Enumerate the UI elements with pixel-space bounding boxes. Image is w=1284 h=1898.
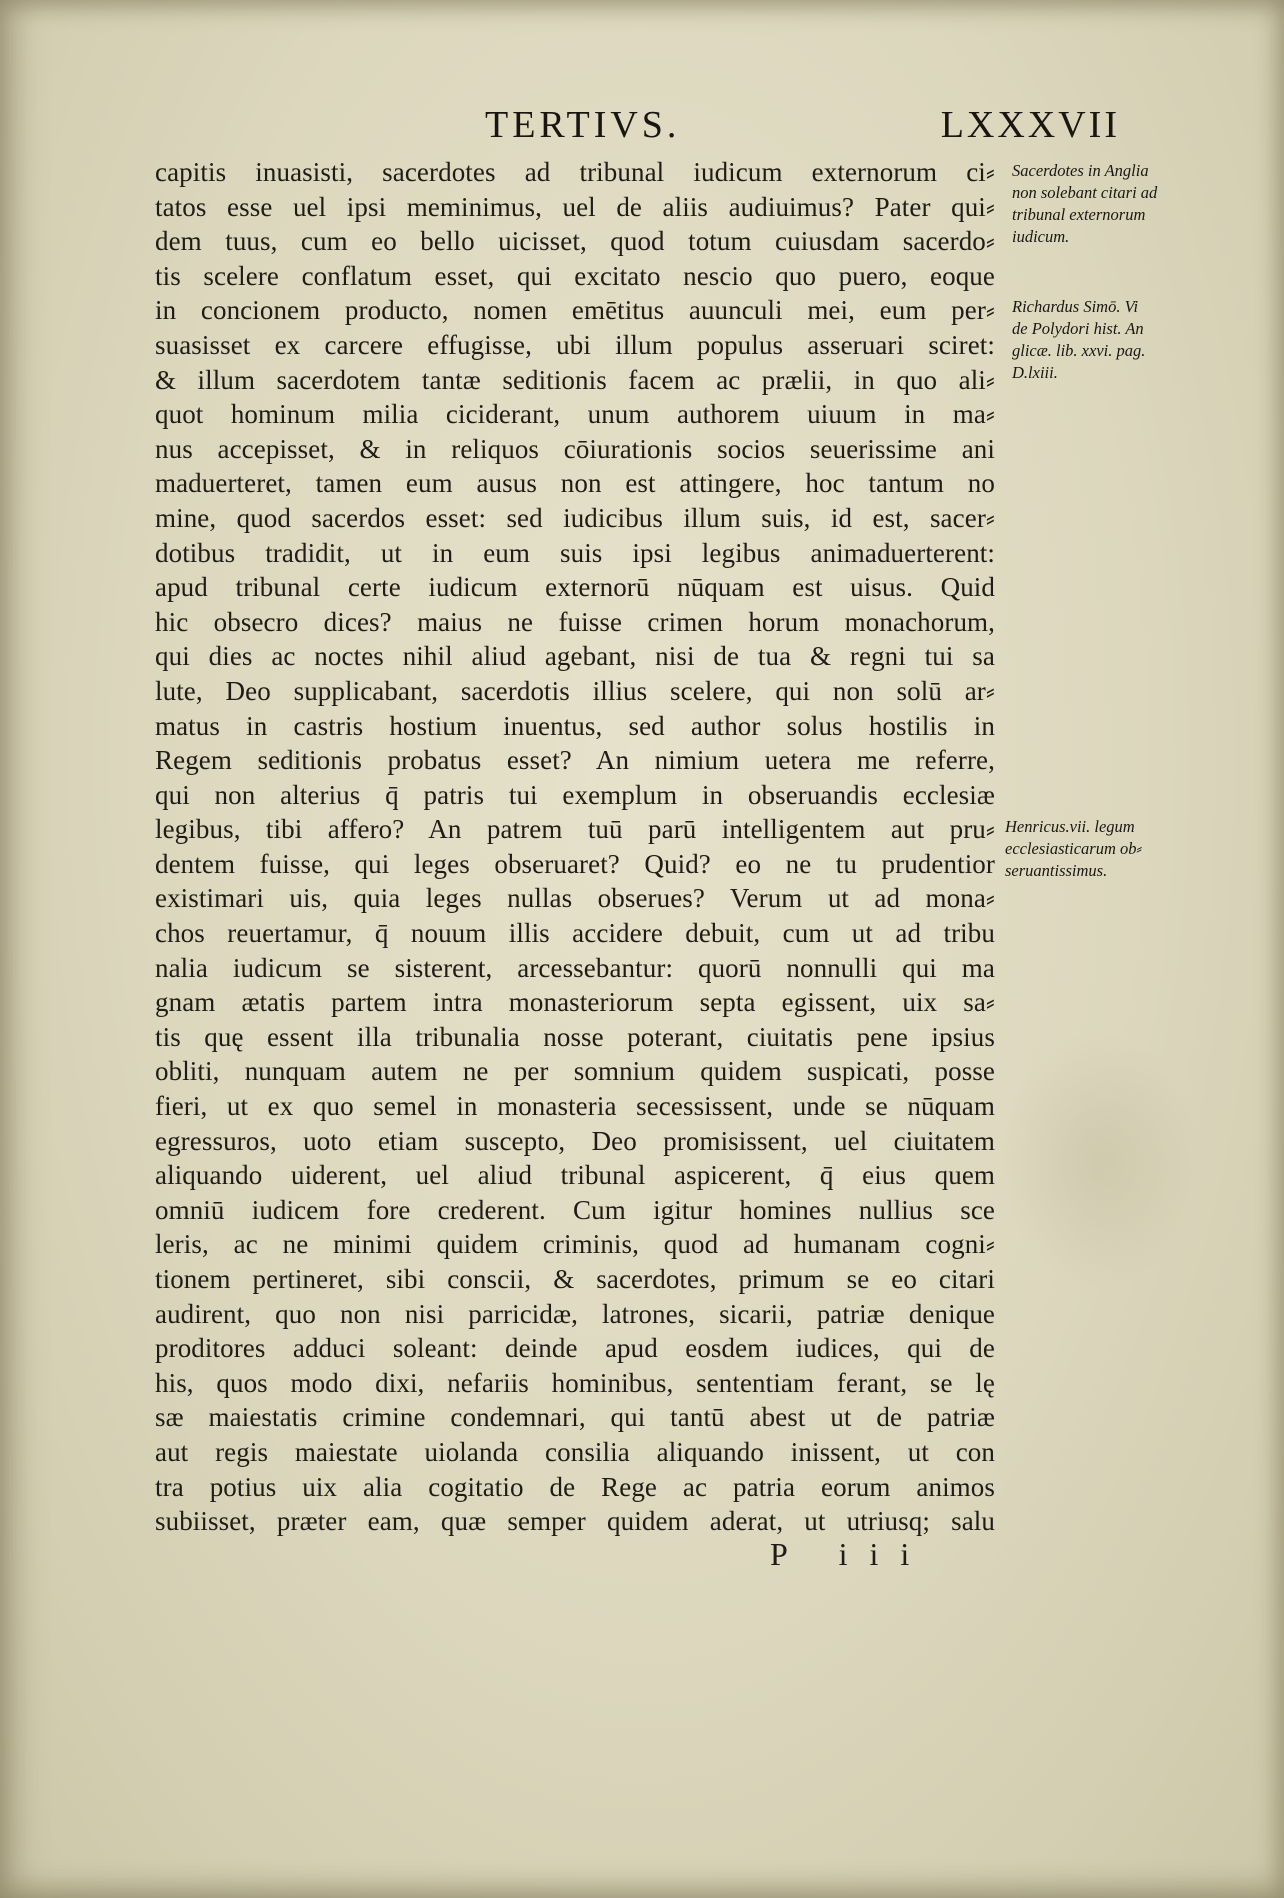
text-line: mine, quod sacerdos esset: sed iudicibus illum suis, id est, sacer⸗ (155, 502, 995, 533)
text-line: tionem pertineret, sibi conscii, & sacerdotes, primum se eo citari (155, 1264, 995, 1294)
margin-note-line: seruantissimus. (1005, 861, 1108, 880)
margin-note-line: iudicum. (1012, 227, 1070, 246)
margin-note-line: ecclesiasticarum ob⸗ (1005, 839, 1143, 858)
text-line: matus in castris hostium inuentus, sed author solus hostilis in (155, 710, 995, 741)
margin-note-sacerdotes (1012, 160, 1212, 248)
text-line: proditores adduci soleant: deinde apud eosdem iudices, qui de (155, 1333, 995, 1364)
paper-stain (1000, 1030, 1200, 1290)
text-line: his, quos modo dixi, nefariis hominibus, sententiam ferant, se lę (155, 1367, 995, 1398)
margin-note-henricus (1005, 816, 1205, 882)
text-line: in concionem producto, nomen emētitus auunculi mei, eum per⸗ (155, 295, 995, 326)
margin-note-line: non solebant citari ad (1012, 183, 1158, 202)
text-line: lute, Deo supplicabant, sacerdotis illius scelere, qui non solū ar⸗ (155, 675, 995, 706)
text-line: nalia iudicum se sisterent, arcessebantur: quorū nonnulli qui ma (155, 952, 995, 983)
text-line: audirent, quo non nisi parricidæ, latrones, sicarii, patriæ denique (155, 1298, 995, 1329)
text-line: maduerteret, tamen eum ausus non est attingere, hoc tantum no (155, 468, 995, 499)
folio-number: LXXXVII (940, 104, 1120, 146)
text-line: tis quę essent illa tribunalia nosse poterant, ciuitatis pene ipsius (155, 1021, 995, 1052)
text-line: leris, ac ne minimi quidem criminis, quod ad humanam cogni⸗ (155, 1229, 995, 1260)
margin-note-line: glicæ. lib. xxvi. pag. (1012, 341, 1146, 360)
text-line: capitis inuasisti, sacerdotes ad tribunal iudicum externorum ci⸗ (155, 157, 995, 187)
text-line: legibus, tibi affero? An patrem tuū parū intelligentem aut pru⸗ (155, 814, 995, 845)
margin-note-line: D.lxiii. (1012, 363, 1058, 382)
text-line: qui non alterius q̄ patris tui exemplum in obseruandis ecclesiæ (155, 779, 995, 810)
text-line: aut regis maiestate uiolanda consilia aliquando inissent, ut con (155, 1436, 995, 1467)
margin-note-line: Richardus Simō. Vi (1012, 297, 1139, 316)
text-line: tis scelere conflatum esset, qui excitato nescio quo puero, eoque (155, 260, 995, 291)
text-line: dentem fuisse, qui leges obseruaret? Quid? eo ne tu prudentior (155, 848, 995, 879)
margin-note-line: de Polydori hist. An (1012, 319, 1144, 338)
margin-note-line: Sacerdotes in Anglia (1012, 161, 1149, 180)
text-line: nus accepisset, & in reliquos cōiurationis socios seuerissime ani (155, 433, 995, 464)
margin-note-richardus (1012, 296, 1212, 384)
text-line: tatos esse uel ipsi meminimus, uel de aliis audiuimus? Pater qui⸗ (155, 191, 995, 222)
text-line: dem tuus, cum eo bello uicisset, quod totum cuiusdam sacerdo⸗ (155, 226, 995, 257)
margin-note-line: tribunal externorum (1012, 205, 1146, 224)
text-line: subiisset, præter eam, quæ semper quidem aderat, ut utriusq; salu (155, 1506, 995, 1537)
text-line: sæ maiestatis crimine condemnari, qui tantū abest ut de patriæ (155, 1402, 995, 1433)
margin-note-line: Henricus.vii. legum (1005, 817, 1135, 836)
text-line: gnam ætatis partem intra monasteriorum septa egissent, uix sa⸗ (155, 987, 995, 1018)
text-line: apud tribunal certe iudicum externorū nūquam est uisus. Quid (155, 572, 995, 603)
text-line: hic obsecro dices? maius ne fuisse crimen horum monachorum, (155, 606, 995, 637)
text-line: & illum sacerdotem tantæ seditionis facem ac prælii, in quo ali⸗ (155, 364, 995, 395)
text-line: quot hominum milia ciciderant, unum authorem uiuum in ma⸗ (155, 399, 995, 430)
running-head (485, 103, 1125, 153)
text-line: suasisset ex carcere effugisse, ubi illum populus asseruari sciret: (155, 329, 995, 360)
main-text-block (155, 155, 995, 1539)
text-line: aliquando uiderent, uel aliud tribunal aspicerent, q̄ eius quem (155, 1160, 995, 1191)
signature-mark: P iii (770, 1536, 932, 1572)
text-line: tra potius uix alia cogitatio de Rege ac patria eorum animos (155, 1471, 995, 1502)
text-line: fieri, ut ex quo semel in monasteria secessissent, unde se nūquam (155, 1091, 995, 1122)
text-line: obliti, nunquam autem ne per somnium quidem suspicati, posse (155, 1056, 995, 1087)
running-title: TERTIVS. (485, 104, 681, 146)
text-line: Regem seditionis probatus esset? An nimium uetera me referre, (155, 745, 995, 776)
text-line: dotibus tradidit, ut in eum suis ipsi legibus animaduerterent: (155, 537, 995, 568)
text-line: qui dies ac noctes nihil aliud agebant, nisi de tua & regni tui sa (155, 641, 995, 672)
text-line: chos reuertamur, q̄ nouum illis accidere debuit, cum ut ad tribu (155, 918, 995, 949)
text-line: egressuros, uoto etiam suscepto, Deo promisissent, uel ciuitatem (155, 1125, 995, 1156)
text-line: existimari uis, quia leges nullas obserues? Verum ut ad mona⸗ (155, 883, 995, 914)
text-line: omniū iudicem fore crederent. Cum igitur homines nullius sce (155, 1194, 995, 1225)
